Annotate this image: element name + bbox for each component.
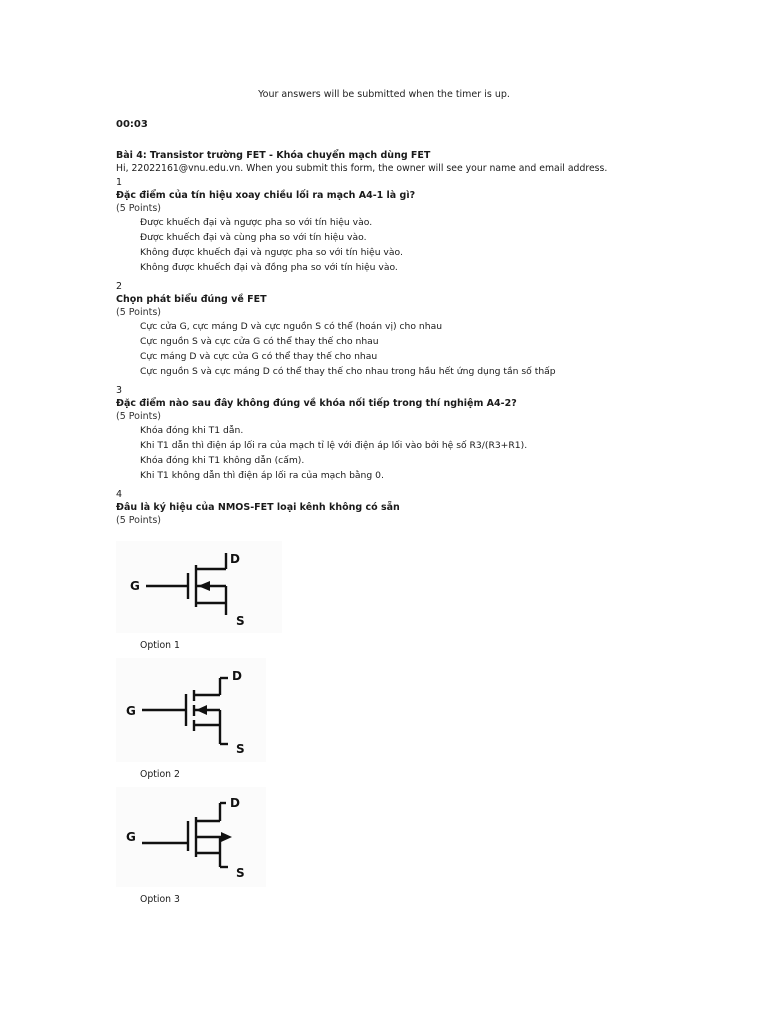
image-option-2[interactable]	[116, 658, 716, 781]
drain-terminal-label: D	[230, 552, 240, 566]
source-terminal-label: S	[236, 614, 245, 628]
question-title: Đặc điểm của tín hiệu xoay chiều lối ra mạch A4-1 là gì?	[116, 190, 416, 201]
question-number: 1	[116, 177, 123, 188]
question-1	[116, 176, 716, 275]
question-title: Đặc điểm nào sau đây không đúng về khóa nối tiếp trong thí nghiệm A4-2?	[116, 398, 517, 409]
gate-terminal-label: G	[126, 830, 136, 844]
question-number: 3	[116, 385, 123, 396]
answer-option[interactable]: Không được khuếch đại và đồng pha so với tín hiệu vào.	[140, 262, 398, 273]
question-2	[116, 280, 716, 379]
countdown-timer: 00:03	[116, 119, 148, 130]
submit-notice: Your answers will be submitted when the timer is up.	[258, 89, 510, 100]
nmos-symbol-option-2	[116, 658, 266, 762]
question-points: (5 Points)	[116, 203, 162, 214]
question-points: (5 Points)	[116, 307, 162, 318]
question-points: (5 Points)	[116, 411, 162, 422]
question-points: (5 Points)	[116, 515, 162, 526]
image-option-1[interactable]	[116, 541, 716, 652]
quiz-form	[116, 149, 716, 906]
question-4	[116, 488, 716, 906]
answer-option[interactable]: Được khuếch đại và ngược pha so với tín hiệu vào.	[140, 217, 373, 228]
gate-terminal-label: G	[130, 579, 140, 593]
answer-option[interactable]: Khi T1 dẫn thì điện áp lối ra của mạch tỉ lệ với điện áp lối vào bởi hệ số R3/(R3+R1).	[140, 440, 528, 451]
form-title: Bài 4: Transistor trường FET - Khóa chuyển mạch dùng FET	[116, 150, 431, 161]
answer-option[interactable]: Cực nguồn S và cực cửa G có thể thay thế cho nhau	[140, 336, 379, 347]
answer-option[interactable]: Khóa đóng khi T1 không dẫn (cấm).	[140, 455, 305, 466]
nmos-symbol-option-3	[116, 787, 266, 887]
option-label: Option 2	[140, 769, 180, 780]
answer-option[interactable]: Không được khuếch đại và ngược pha so với tín hiệu vào.	[140, 247, 403, 258]
question-number: 4	[116, 489, 123, 500]
answer-option[interactable]: Khóa đóng khi T1 dẫn.	[140, 425, 244, 436]
question-number: 2	[116, 281, 123, 292]
answer-option[interactable]: Cực máng D và cực cửa G có thể thay thế cho nhau	[140, 351, 378, 362]
question-title: Chọn phát biểu đúng về FET	[116, 294, 267, 305]
gate-terminal-label: G	[126, 704, 136, 718]
source-terminal-label: S	[236, 866, 245, 880]
form-greeting: Hi, 22022161@vnu.edu.vn. When you submit this form, the owner will see your name and email address.	[116, 163, 608, 174]
answer-option[interactable]: Khi T1 không dẫn thì điện áp lối ra của mạch bằng 0.	[140, 470, 384, 481]
question-3	[116, 384, 716, 483]
drain-terminal-label: D	[232, 669, 242, 683]
option-label: Option 1	[140, 640, 180, 651]
source-terminal-label: S	[236, 742, 245, 756]
answer-option[interactable]: Được khuếch đại và cùng pha so với tín hiệu vào.	[140, 232, 367, 243]
answer-option[interactable]: Cực nguồn S và cực máng D có thể thay thế cho nhau trong hầu hết ứng dụng tần số thấp	[140, 366, 556, 377]
nmos-symbol-option-1	[116, 541, 282, 633]
drain-terminal-label: D	[230, 796, 240, 810]
image-option-3[interactable]	[116, 787, 716, 906]
question-title: Đâu là ký hiệu của NMOS-FET loại kênh không có sẵn	[116, 502, 400, 513]
answer-option[interactable]: Cực cửa G, cực máng D và cực nguồn S có thể (hoán vị) cho nhau	[140, 321, 443, 332]
option-label: Option 3	[140, 894, 180, 905]
